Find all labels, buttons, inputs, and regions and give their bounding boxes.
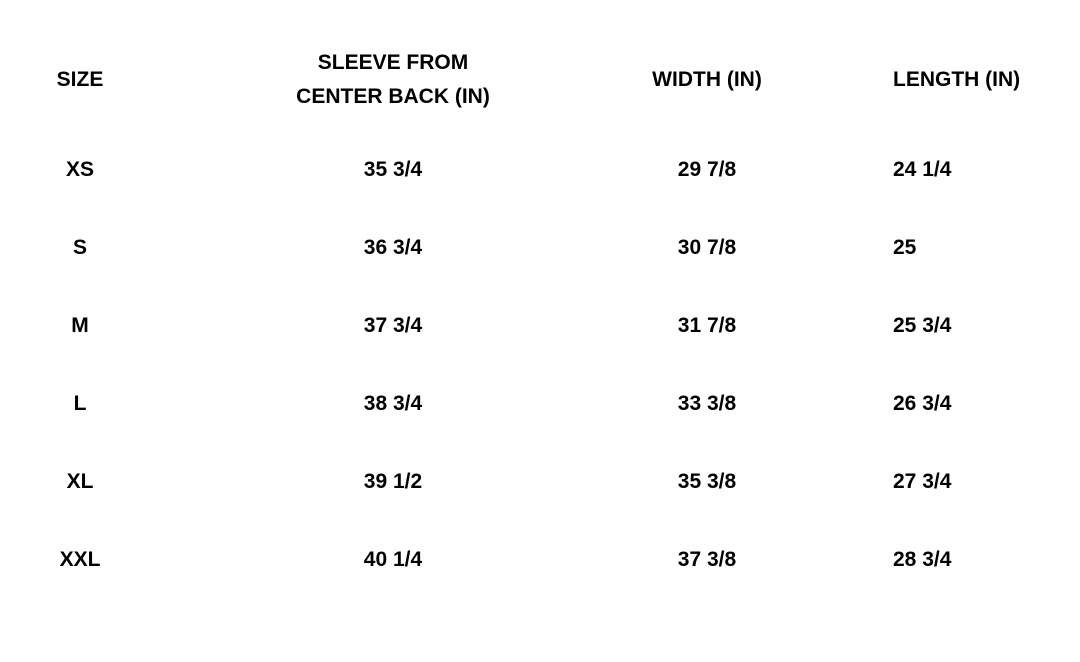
size-cell: XXL xyxy=(59,548,101,571)
table-row-xl xyxy=(0,443,1080,521)
width-cell: 29 7/8 xyxy=(677,158,737,181)
column-header-sleeve xyxy=(160,46,626,114)
table-row-s xyxy=(0,209,1080,287)
column-header-sleeve-line2: CENTER BACK (IN) xyxy=(296,85,490,108)
sleeve-cell: 40 1/4 xyxy=(363,548,423,571)
sleeve-cell: 36 3/4 xyxy=(363,236,423,259)
table-row-xs xyxy=(0,131,1080,209)
width-cell: 33 3/8 xyxy=(677,392,737,415)
column-header-size: SIZE xyxy=(56,68,104,91)
sleeve-cell: 38 3/4 xyxy=(363,392,423,415)
sleeve-cell: 39 1/2 xyxy=(363,470,423,493)
size-cell: XS xyxy=(65,158,94,181)
sleeve-cell: 37 3/4 xyxy=(363,314,423,337)
length-cell: 25 3/4 xyxy=(893,314,952,337)
column-header-length: LENGTH (IN) xyxy=(893,68,1021,91)
sleeve-cell: 35 3/4 xyxy=(363,158,423,181)
column-header-sleeve-line1: SLEEVE FROM xyxy=(317,51,469,74)
table-row-m xyxy=(0,287,1080,365)
column-header-width: WIDTH (IN) xyxy=(652,68,762,91)
length-cell: 28 3/4 xyxy=(893,548,952,571)
length-cell: 25 xyxy=(893,236,917,259)
length-cell: 27 3/4 xyxy=(893,470,952,493)
width-cell: 35 3/8 xyxy=(677,470,737,493)
size-cell: S xyxy=(72,236,87,259)
size-cell: M xyxy=(71,314,89,337)
length-cell: 24 1/4 xyxy=(893,158,952,181)
length-cell: 26 3/4 xyxy=(893,392,952,415)
size-cell: L xyxy=(73,392,87,415)
header-row xyxy=(0,46,1080,108)
size-cell: XL xyxy=(66,470,94,493)
table-row-l xyxy=(0,365,1080,443)
width-cell: 31 7/8 xyxy=(677,314,737,337)
table-row-xxl xyxy=(0,521,1080,599)
width-cell: 30 7/8 xyxy=(677,236,737,259)
width-cell: 37 3/8 xyxy=(677,548,737,571)
